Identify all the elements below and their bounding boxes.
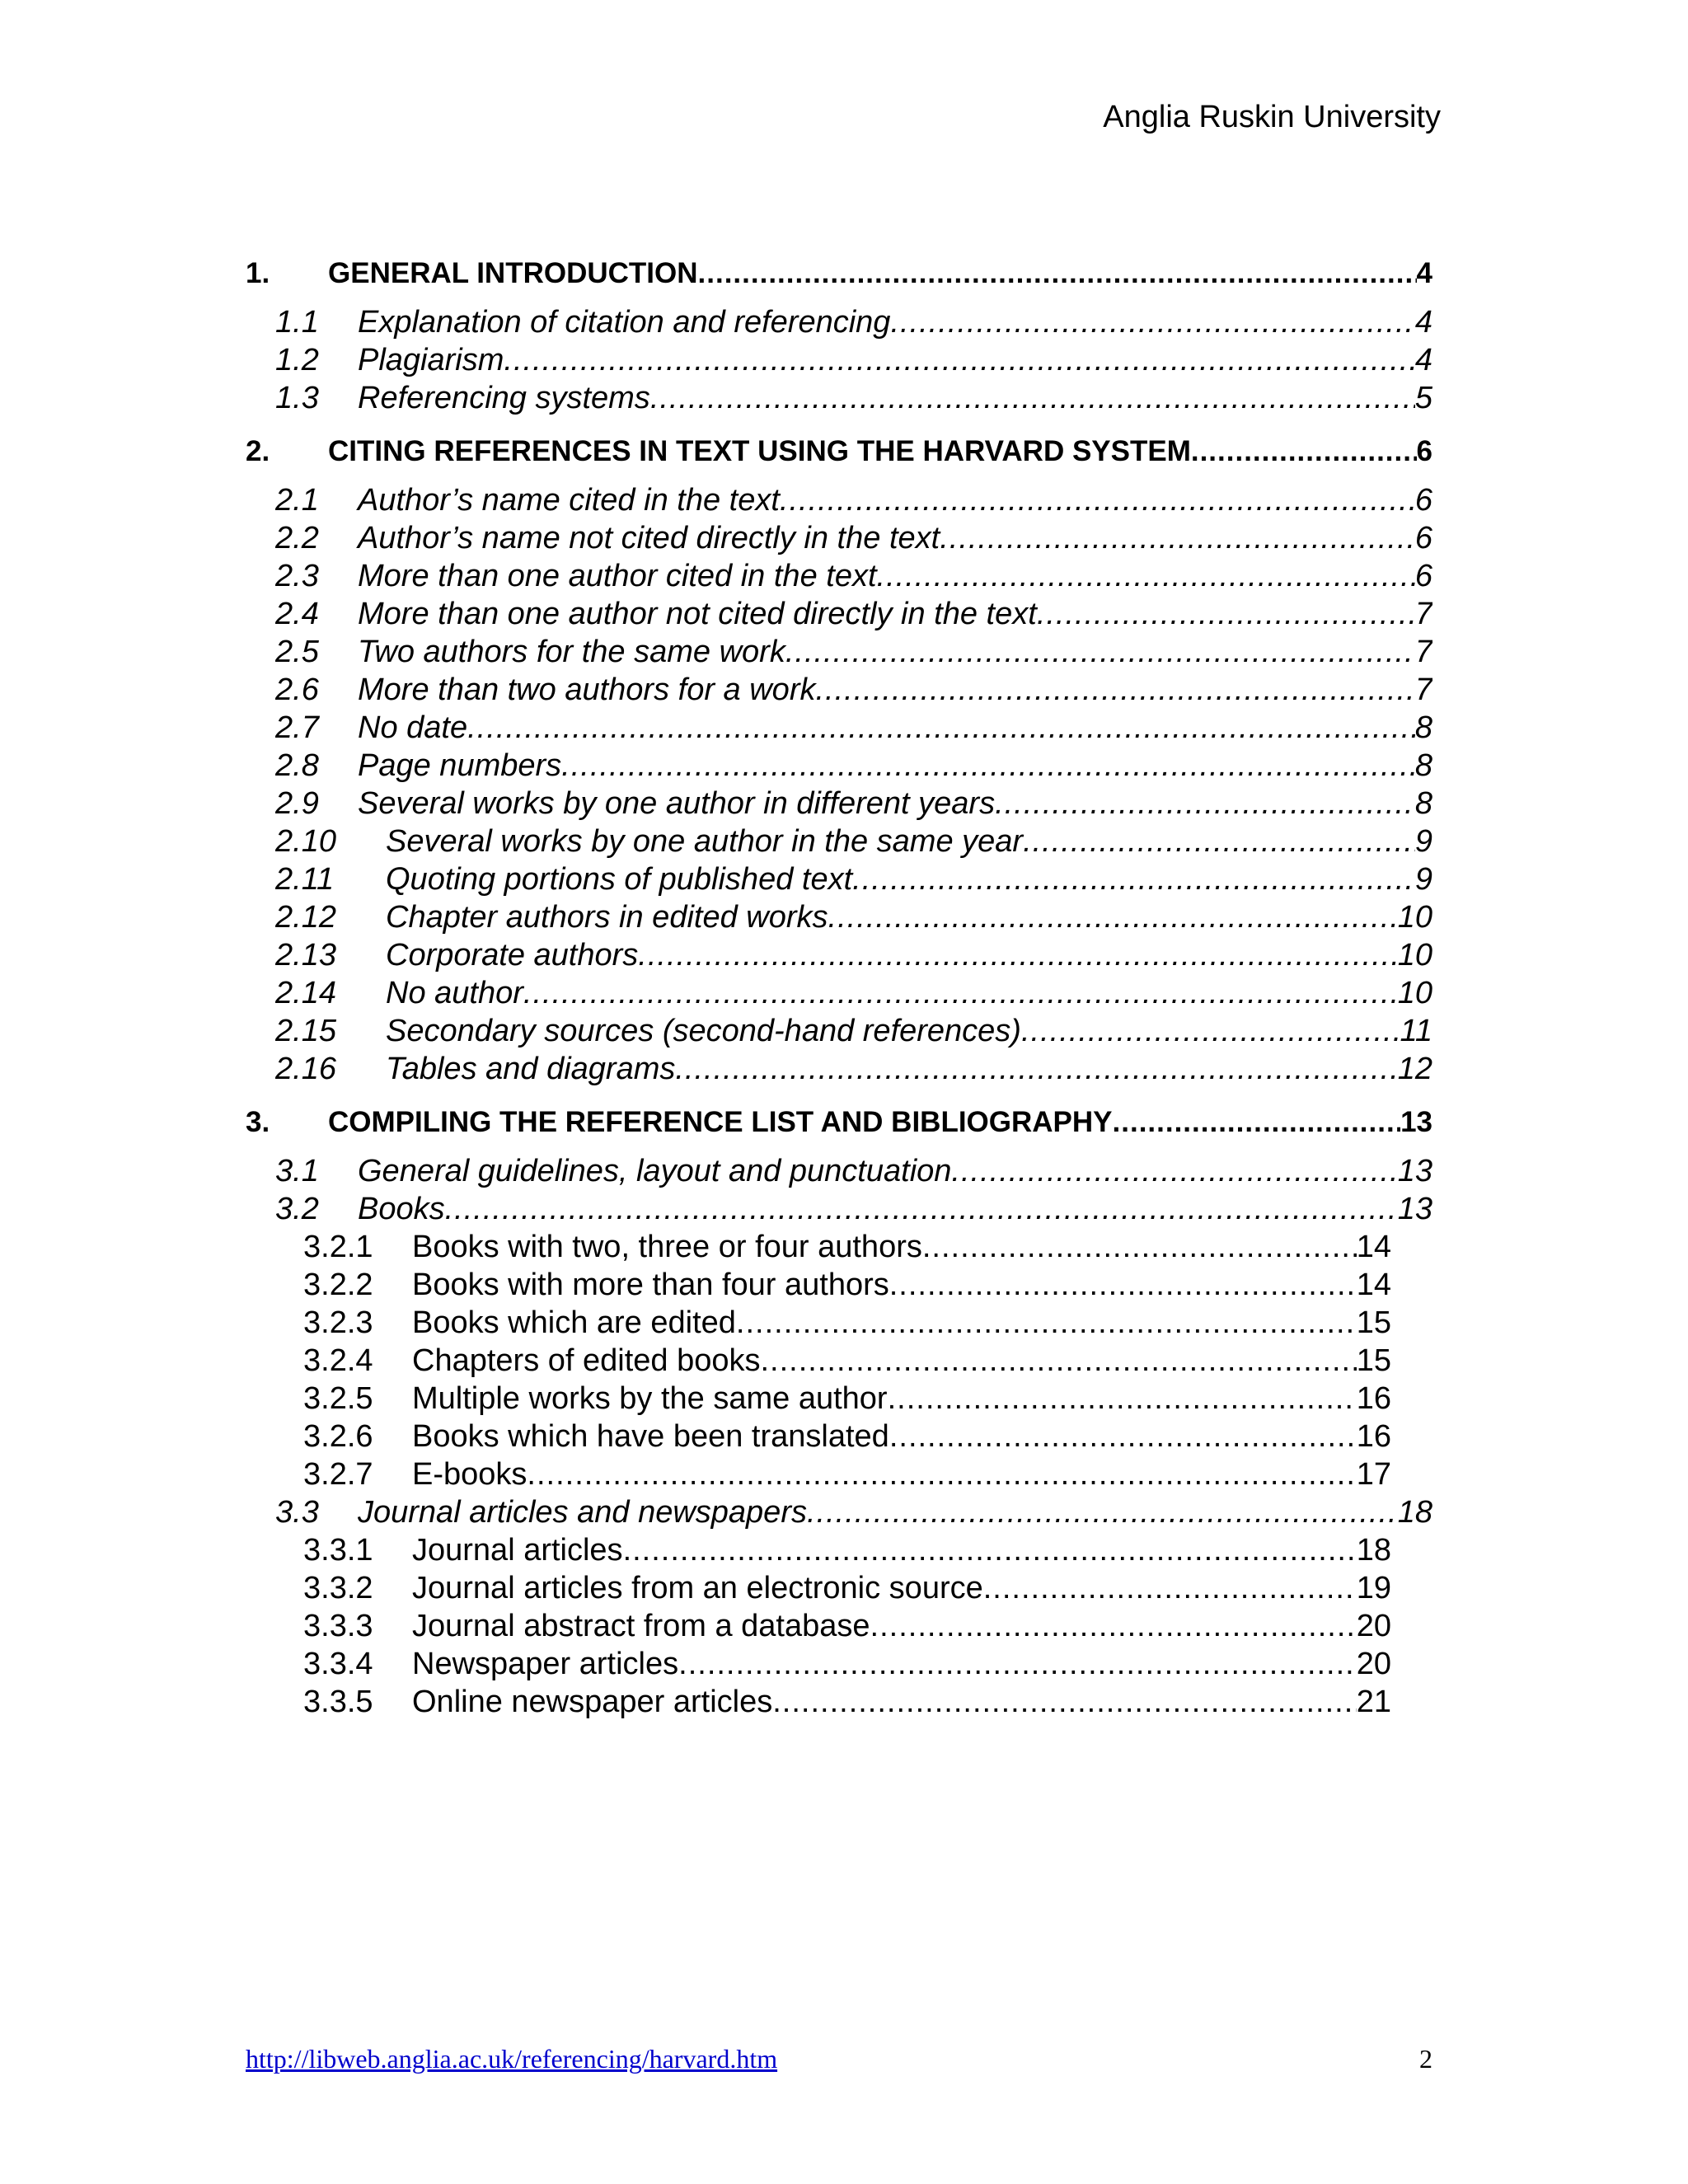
toc-page: 4 (1416, 257, 1432, 289)
toc-title: Several works by one author in the same year (386, 824, 1024, 859)
dot-leader (638, 936, 1397, 974)
toc-page: 5 (1414, 381, 1432, 415)
toc-entry-3[interactable] (246, 1104, 1432, 1141)
dot-leader (852, 860, 1415, 898)
toc-page: 9 (1414, 862, 1432, 897)
dot-leader (504, 341, 1414, 379)
toc-title: Newspaper articles (412, 1647, 679, 1681)
toc-entry-3-3-1[interactable] (303, 1531, 1391, 1569)
toc-title: Author’s name cited in the text (358, 483, 780, 518)
toc-page: 10 (1397, 900, 1432, 935)
toc-title: Books with two, three or four authors (412, 1230, 922, 1264)
toc-entry-3-3-4[interactable] (303, 1645, 1391, 1683)
toc-title: GENERAL INTRODUCTION (328, 257, 698, 289)
toc-entry-2-16[interactable] (275, 1050, 1432, 1088)
toc-number: 1.1 (275, 305, 319, 340)
dot-leader (650, 379, 1415, 417)
toc-number: 1.2 (275, 343, 319, 377)
toc-entry-2-3[interactable] (275, 557, 1432, 595)
dot-leader (736, 1304, 1357, 1342)
toc-number: 2.3 (275, 559, 319, 593)
toc-number: 2.9 (275, 786, 319, 821)
toc-title: Secondary sources (second-hand references) (386, 1014, 1021, 1048)
toc-title: Journal articles from an electronic source (412, 1571, 983, 1605)
toc-entry-2-9[interactable] (275, 785, 1432, 823)
toc-title: Explanation of citation and referencing (358, 305, 891, 340)
toc-entry-3-3-5[interactable] (303, 1683, 1391, 1721)
dot-leader (772, 1683, 1356, 1721)
toc-title: COMPILING THE REFERENCE LIST AND BIBLIOGRAPHY (328, 1106, 1113, 1138)
toc-page: 19 (1356, 1571, 1391, 1605)
dot-leader (1023, 823, 1415, 860)
toc-title: E-books (412, 1457, 528, 1492)
toc-entry-2[interactable] (246, 434, 1432, 470)
toc-page: 20 (1356, 1609, 1391, 1643)
toc-entry-3-2-7[interactable] (303, 1455, 1391, 1493)
toc-entry-3-2-3[interactable] (303, 1304, 1391, 1342)
dot-leader (675, 1050, 1397, 1088)
toc-page: 21 (1356, 1685, 1391, 1719)
toc-number: 3.3.2 (303, 1571, 373, 1605)
toc-title: No date (358, 710, 468, 745)
dot-leader (870, 1607, 1357, 1645)
dot-leader (678, 1645, 1357, 1683)
dot-leader (698, 255, 1417, 292)
toc-entry-2-6[interactable] (275, 671, 1432, 709)
toc-page: 10 (1397, 976, 1432, 1010)
dot-leader (888, 1380, 1357, 1418)
toc-entry-1-1[interactable] (275, 303, 1432, 341)
dot-leader (889, 1266, 1357, 1304)
toc-page: 18 (1356, 1533, 1391, 1568)
dot-leader (1113, 1104, 1401, 1141)
toc-title: Books with more than four authors (412, 1268, 889, 1302)
dot-leader (877, 557, 1415, 595)
toc-entry-2-12[interactable] (275, 898, 1432, 936)
toc-number: 2.11 (275, 862, 335, 897)
toc-page: 13 (1397, 1154, 1432, 1188)
toc-entry-3-2-1[interactable] (303, 1228, 1391, 1266)
toc-number: 2.14 (275, 976, 336, 1010)
toc-entry-2-1[interactable] (275, 481, 1432, 519)
toc-number: 3.2.6 (303, 1419, 373, 1454)
toc-number: 3.3.4 (303, 1647, 373, 1681)
toc-title: Page numbers (358, 748, 562, 783)
toc-number: 3.2.1 (303, 1230, 373, 1264)
footer-url-link[interactable]: http://libweb.anglia.ac.uk/referencing/harvard.htm (246, 2044, 778, 2074)
toc-title: More than two authors for a work (358, 673, 816, 707)
toc-entry-3-3-2[interactable] (303, 1569, 1391, 1607)
toc-entry-2-11[interactable] (275, 860, 1432, 898)
dot-leader (523, 974, 1398, 1012)
toc-number: 2.6 (275, 673, 319, 707)
toc-page: 15 (1356, 1343, 1391, 1378)
toc-entry-3-3[interactable] (275, 1493, 1432, 1531)
footer-page-number: 2 (1419, 2044, 1432, 2074)
toc-title: More than one author cited in the text (358, 559, 877, 593)
toc-number: 2.8 (275, 748, 319, 783)
toc-page: 13 (1400, 1106, 1432, 1138)
toc-number: 1.3 (275, 381, 319, 415)
toc-entry-2-7[interactable] (275, 709, 1432, 747)
toc-title: More than one author not cited directly in the text (358, 597, 1037, 631)
dot-leader (561, 747, 1415, 785)
toc-title: Two authors for the same work (358, 635, 785, 669)
dot-leader (815, 671, 1414, 709)
toc-number: 2. (246, 435, 270, 467)
toc-entry-2-8[interactable] (275, 747, 1432, 785)
toc-page: 14 (1356, 1230, 1391, 1264)
toc-entry-2-10[interactable] (275, 823, 1432, 860)
toc-number: 3.3 (275, 1495, 319, 1530)
page-footer (246, 2042, 1432, 2075)
toc-page: 18 (1397, 1495, 1432, 1530)
toc-page: 9 (1414, 824, 1432, 859)
dot-leader (467, 709, 1415, 747)
toc-number: 2.12 (275, 900, 336, 935)
dot-leader (1021, 1012, 1400, 1050)
table-of-contents (246, 255, 1432, 1721)
toc-page: 7 (1414, 597, 1432, 631)
toc-entry-2-13[interactable] (275, 936, 1432, 974)
toc-number: 1. (246, 257, 270, 289)
toc-page: 8 (1414, 786, 1432, 821)
toc-page: 6 (1416, 435, 1432, 467)
toc-title: Chapters of edited books (412, 1343, 761, 1378)
toc-page: 15 (1356, 1305, 1391, 1340)
toc-title: Journal articles and newspapers (358, 1495, 807, 1530)
toc-title: Chapter authors in edited works (386, 900, 828, 935)
page-header: Anglia Ruskin University (1103, 100, 1441, 134)
dot-leader (780, 481, 1415, 519)
toc-page: 10 (1397, 938, 1432, 972)
toc-page: 6 (1414, 559, 1432, 593)
toc-number: 2.1 (275, 483, 319, 518)
toc-number: 3. (246, 1106, 270, 1138)
toc-entry-1-2[interactable] (275, 341, 1432, 379)
toc-number: 3.2.5 (303, 1381, 373, 1416)
toc-page: 13 (1397, 1192, 1432, 1226)
toc-number: 2.5 (275, 635, 319, 669)
dot-leader (445, 1190, 1398, 1228)
dot-leader (940, 519, 1415, 557)
toc-entry-2-2[interactable] (275, 519, 1432, 557)
toc-entry-3-2-5[interactable] (303, 1380, 1391, 1418)
toc-page: 7 (1414, 635, 1432, 669)
toc-title: Author’s name not cited directly in the text (358, 521, 940, 555)
toc-number: 3.2.2 (303, 1268, 373, 1302)
toc-entry-1[interactable] (246, 255, 1432, 292)
toc-title: Books which have been translated (412, 1419, 889, 1454)
toc-page: 8 (1414, 748, 1432, 783)
toc-page: 4 (1414, 305, 1432, 340)
dot-leader (889, 1418, 1357, 1455)
toc-number: 3.3.3 (303, 1609, 373, 1643)
toc-number: 3.3.5 (303, 1685, 373, 1719)
toc-number: 2.13 (275, 938, 336, 972)
toc-entry-3-1[interactable] (275, 1152, 1432, 1190)
toc-entry-3-3-3[interactable] (303, 1607, 1391, 1645)
dot-leader (761, 1342, 1357, 1380)
toc-number: 2.15 (275, 1014, 336, 1048)
toc-title: CITING REFERENCES IN TEXT USING THE HARVARD SYSTEM (328, 435, 1191, 467)
toc-number: 2.2 (275, 521, 319, 555)
dot-leader (983, 1569, 1357, 1607)
toc-page: 12 (1397, 1052, 1432, 1086)
dot-leader (527, 1455, 1356, 1493)
toc-title: Several works by one author in different years (358, 786, 996, 821)
toc-page: 17 (1356, 1457, 1391, 1492)
toc-page: 16 (1356, 1381, 1391, 1416)
toc-entry-1-3[interactable] (275, 379, 1432, 417)
toc-number: 2.16 (275, 1052, 336, 1086)
toc-entry-2-15[interactable] (275, 1012, 1432, 1050)
toc-title: Quoting portions of published text (386, 862, 853, 897)
toc-page: 7 (1414, 673, 1432, 707)
toc-title: Books (358, 1192, 445, 1226)
dot-leader (785, 633, 1415, 671)
toc-page: 16 (1356, 1419, 1391, 1454)
dot-leader (807, 1493, 1398, 1531)
toc-title: Multiple works by the same author (412, 1381, 888, 1416)
toc-page: 6 (1414, 483, 1432, 518)
toc-entry-3-2[interactable] (275, 1190, 1432, 1228)
dot-leader (890, 303, 1414, 341)
toc-number: 3.2.4 (303, 1343, 373, 1378)
dot-leader (828, 898, 1398, 936)
toc-entry-2-4[interactable] (275, 595, 1432, 633)
toc-title: Tables and diagrams (386, 1052, 676, 1086)
toc-entry-3-2-2[interactable] (303, 1266, 1391, 1304)
toc-title: No author (386, 976, 523, 1010)
toc-page: 20 (1356, 1647, 1391, 1681)
toc-page: 4 (1414, 343, 1432, 377)
toc-number: 3.2.3 (303, 1305, 373, 1340)
toc-entry-3-2-4[interactable] (303, 1342, 1391, 1380)
toc-title: Plagiarism (358, 343, 504, 377)
toc-number: 3.3.1 (303, 1533, 373, 1568)
toc-number: 2.10 (275, 824, 336, 859)
toc-title: Books which are edited (412, 1305, 736, 1340)
toc-page: 14 (1356, 1268, 1391, 1302)
dot-leader (922, 1228, 1357, 1266)
toc-number: 3.1 (275, 1154, 319, 1188)
toc-page: 8 (1414, 710, 1432, 745)
dot-leader (951, 1152, 1397, 1190)
toc-page: 6 (1414, 521, 1432, 555)
dot-leader (995, 785, 1415, 823)
toc-title: Online newspaper articles (412, 1685, 773, 1719)
toc-page: 11 (1400, 1014, 1432, 1048)
dot-leader (1191, 434, 1417, 470)
toc-number: 3.2 (275, 1192, 319, 1226)
toc-number: 2.7 (275, 710, 319, 745)
toc-title: Journal articles (412, 1533, 623, 1568)
toc-title: General guidelines, layout and punctuation (358, 1154, 952, 1188)
toc-entry-2-5[interactable] (275, 633, 1432, 671)
dot-leader (1037, 595, 1415, 633)
toc-number: 2.4 (275, 597, 319, 631)
dot-leader (623, 1531, 1357, 1569)
toc-title: Journal abstract from a database (412, 1609, 870, 1643)
toc-title: Referencing systems (358, 381, 650, 415)
toc-entry-3-2-6[interactable] (303, 1418, 1391, 1455)
toc-title: Corporate authors (386, 938, 639, 972)
toc-entry-2-14[interactable] (275, 974, 1432, 1012)
toc-number: 3.2.7 (303, 1457, 373, 1492)
